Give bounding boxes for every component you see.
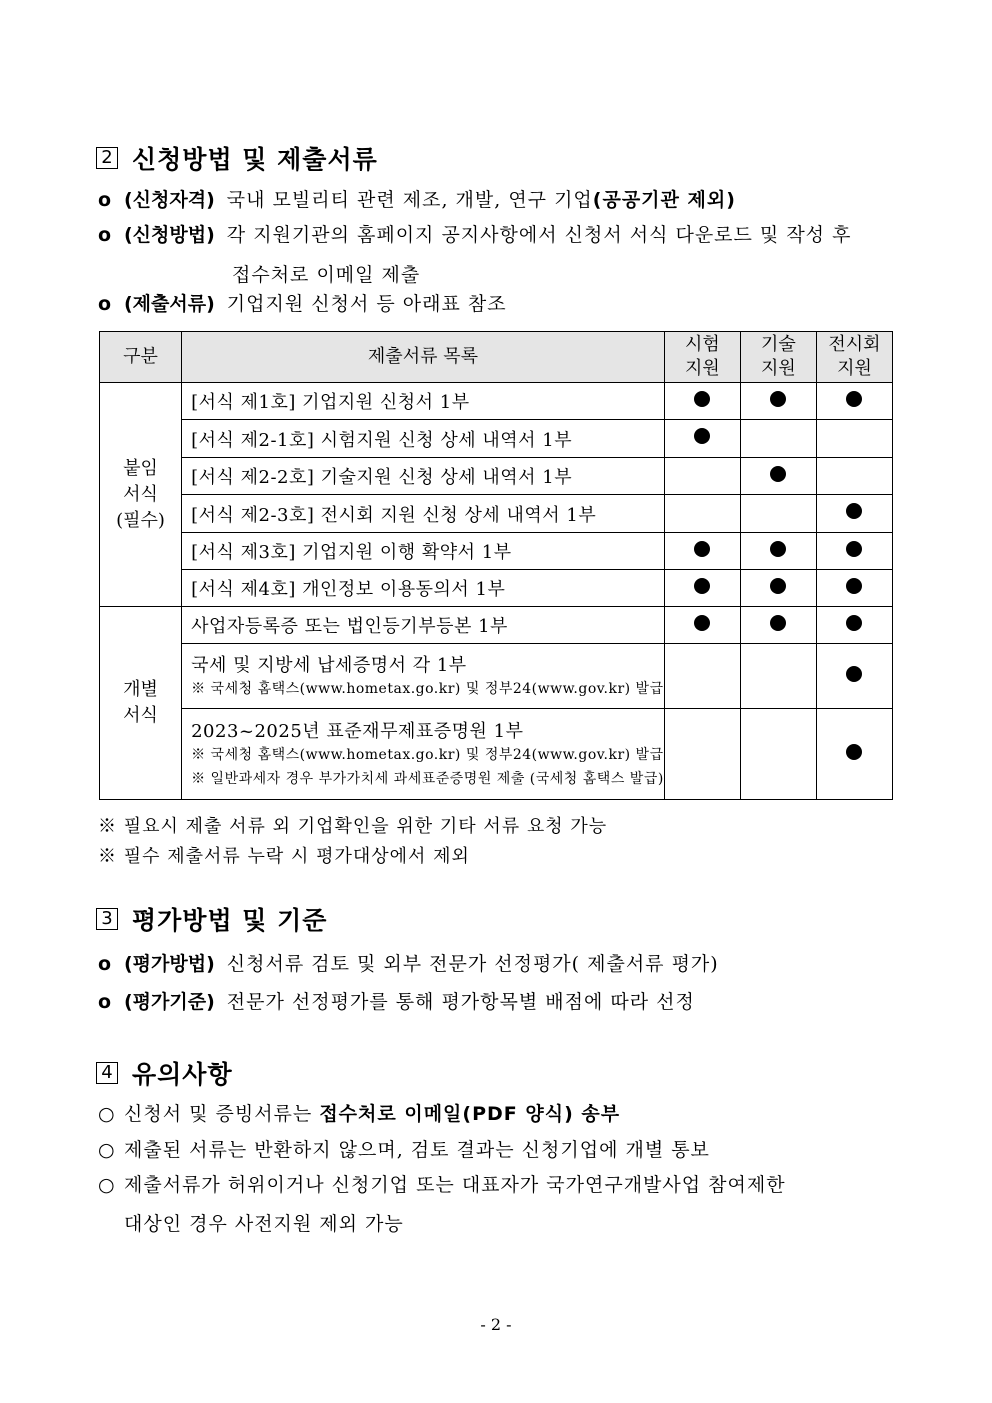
- table-row: [100, 458, 893, 495]
- filled-circle-icon: [846, 391, 862, 407]
- bullet-text: 제출된 서류는 반환하지 않으며, 검토 결과는 신청기업에 개별 통보: [124, 1139, 710, 1161]
- bullet-text: 제출서류가 허위이거나 신청기업 또는 대표자가 국가연구개발사업 참여제한: [124, 1174, 786, 1196]
- filled-circle-icon: [694, 428, 710, 444]
- doc-name: [서식 제3호] 기업지원 이행 확약서 1부: [182, 533, 665, 570]
- doc-name: 사업자등록증 또는 법인등기부등본 1부: [182, 607, 665, 644]
- mark-cell: [664, 458, 740, 495]
- bullet-text: 신청서류 검토 및 외부 전문가 선정평가( 제출서류 평가): [226, 953, 719, 975]
- mark-cell: [816, 570, 892, 607]
- doc-name: [서식 제1호] 기업지원 신청서 1부: [182, 383, 665, 420]
- table-row: [100, 383, 893, 420]
- doc-name: 2023~2025년 표준재무제표증명원 1부: [191, 721, 524, 742]
- mark-cell: [664, 533, 740, 570]
- notice-item: [98, 1167, 786, 1203]
- mark-cell: [816, 383, 892, 420]
- bullet-documents: [98, 286, 507, 322]
- filled-circle-icon: [846, 666, 862, 682]
- bullet-eval-method: [98, 946, 719, 982]
- section-4-heading: [96, 1055, 233, 1091]
- mark-cell: [740, 644, 816, 709]
- page-number: - 2 -: [480, 1315, 512, 1334]
- filled-circle-icon: [846, 578, 862, 594]
- section-title: 유의사항: [132, 1060, 233, 1089]
- doc-cell: [182, 709, 665, 800]
- filled-circle-icon: [770, 541, 786, 557]
- section-title: 평가방법 및 기준: [132, 906, 328, 935]
- bullet-mark: o: [98, 293, 112, 315]
- table-row: [100, 570, 893, 607]
- table-row: [100, 607, 893, 644]
- bullet-bold-text: (공공기관 제외): [592, 189, 736, 211]
- section-2-heading: [96, 140, 378, 176]
- bullet-mark: ○: [98, 1174, 115, 1196]
- doc-name: [서식 제4호] 개인정보 이용동의서 1부: [182, 570, 665, 607]
- bullet-text: 기업지원 신청서 등 아래표 참조: [226, 293, 507, 315]
- doc-name: [서식 제2-1호] 시험지원 신청 상세 내역서 1부: [182, 420, 665, 458]
- table-row: [100, 420, 893, 458]
- note-2: ※ 필수 제출서류 누락 시 평가대상에서 제외: [98, 846, 470, 867]
- header-test-support: 시험 지원: [664, 332, 740, 383]
- notice-item: [98, 1132, 710, 1168]
- mark-cell: [664, 709, 740, 800]
- filled-circle-icon: [846, 744, 862, 760]
- doc-name: [서식 제2-2호] 기술지원 신청 상세 내역서 1부: [182, 458, 665, 495]
- table-row: [100, 644, 893, 709]
- mark-cell: [816, 607, 892, 644]
- filled-circle-icon: [770, 391, 786, 407]
- bullet-eligibility: [98, 182, 736, 218]
- mark-cell: [740, 383, 816, 420]
- bullet-label: (신청방법): [124, 224, 215, 246]
- mark-cell: [816, 644, 892, 709]
- bullet-mark: o: [98, 224, 112, 246]
- category-attached-forms: 붙임 서식 (필수): [100, 383, 182, 607]
- filled-circle-icon: [846, 503, 862, 519]
- header-exhibition-support: 전시회 지원: [816, 332, 892, 383]
- mark-cell: [740, 533, 816, 570]
- mark-cell: [664, 383, 740, 420]
- bullet-text: 신청서 및 증빙서류는: [124, 1103, 313, 1125]
- mark-cell: [740, 570, 816, 607]
- mark-cell: [740, 607, 816, 644]
- mark-cell: [664, 570, 740, 607]
- header-tech-support: 기술 지원: [740, 332, 816, 383]
- mark-cell: [816, 709, 892, 800]
- bullet-mark: o: [98, 953, 112, 975]
- notice-item: [98, 1096, 620, 1132]
- doc-note: ※ 국세청 홈택스(www.hometax.go.kr) 및 정부24(www.gov.kr) 발급: [191, 747, 664, 763]
- mark-cell: [740, 420, 816, 458]
- mark-cell: [740, 495, 816, 533]
- mark-cell: [816, 420, 892, 458]
- bullet-label: (평가기준): [124, 991, 215, 1013]
- bullet-mark: ○: [98, 1139, 115, 1161]
- filled-circle-icon: [846, 615, 862, 631]
- bullet-text: 전문가 선정평가를 통해 평가항목별 배점에 따라 선정: [226, 991, 695, 1013]
- table-header-row: [100, 332, 893, 383]
- filled-circle-icon: [694, 541, 710, 557]
- bullet-continuation: 접수처로 이메일 제출: [232, 264, 421, 286]
- bullet-text: 국내 모빌리티 관련 제조, 개발, 연구 기업: [226, 189, 593, 211]
- mark-cell: [816, 458, 892, 495]
- mark-cell: [740, 458, 816, 495]
- header-category: 구분: [100, 332, 182, 383]
- filled-circle-icon: [846, 541, 862, 557]
- doc-note: ※ 일반과세자 경우 부가가치세 과세표준증명원 제출 (국세청 홈택스 발급): [191, 771, 664, 787]
- filled-circle-icon: [770, 578, 786, 594]
- mark-cell: [664, 644, 740, 709]
- mark-cell: [816, 533, 892, 570]
- filled-circle-icon: [770, 466, 786, 482]
- mark-cell: [664, 420, 740, 458]
- doc-cell: [182, 644, 665, 709]
- bullet-label: (제출서류): [124, 293, 215, 315]
- filled-circle-icon: [694, 391, 710, 407]
- bullet-mark: o: [98, 189, 112, 211]
- table-row: [100, 495, 893, 533]
- doc-name: [서식 제2-3호] 전시회 지원 신청 상세 내역서 1부: [182, 495, 665, 533]
- bullet-mark: o: [98, 991, 112, 1013]
- mark-cell: [816, 495, 892, 533]
- category-individual-forms: 개별 서식: [100, 607, 182, 800]
- filled-circle-icon: [694, 578, 710, 594]
- bullet-eval-criteria: [98, 984, 695, 1020]
- bullet-label: (평가방법): [124, 953, 215, 975]
- header-docs: 제출서류 목록: [182, 332, 665, 383]
- section-title: 신청방법 및 제출서류: [132, 145, 378, 174]
- bullet-method: [98, 217, 851, 253]
- note-1: ※ 필요시 제출 서류 외 기업확인을 위한 기타 서류 요청 가능: [98, 816, 608, 837]
- bullet-continuation: 대상인 경우 사전지원 제외 가능: [124, 1213, 404, 1235]
- section-3-heading: [96, 901, 327, 937]
- bullet-label: (신청자격): [124, 189, 215, 211]
- bullet-text: 각 지원기관의 홈페이지 공지사항에서 신청서 서식 다운로드 및 작성 후: [226, 224, 852, 246]
- section-number-box: 4: [96, 1062, 118, 1084]
- bullet-bold-text: 접수처로 이메일(PDF 양식) 송부: [319, 1103, 621, 1125]
- mark-cell: [664, 495, 740, 533]
- table-row: [100, 533, 893, 570]
- section-number-box: 3: [96, 908, 118, 930]
- bullet-mark: ○: [98, 1103, 115, 1125]
- filled-circle-icon: [694, 615, 710, 631]
- mark-cell: [740, 709, 816, 800]
- table-row: [100, 709, 893, 800]
- documents-table: [99, 331, 893, 800]
- doc-name: 국세 및 지방세 납세증명서 각 1부: [191, 655, 467, 676]
- doc-note: ※ 국세청 홈택스(www.hometax.go.kr) 및 정부24(www.gov.kr) 발급: [191, 681, 664, 697]
- filled-circle-icon: [770, 615, 786, 631]
- mark-cell: [664, 607, 740, 644]
- section-number-box: 2: [96, 147, 118, 169]
